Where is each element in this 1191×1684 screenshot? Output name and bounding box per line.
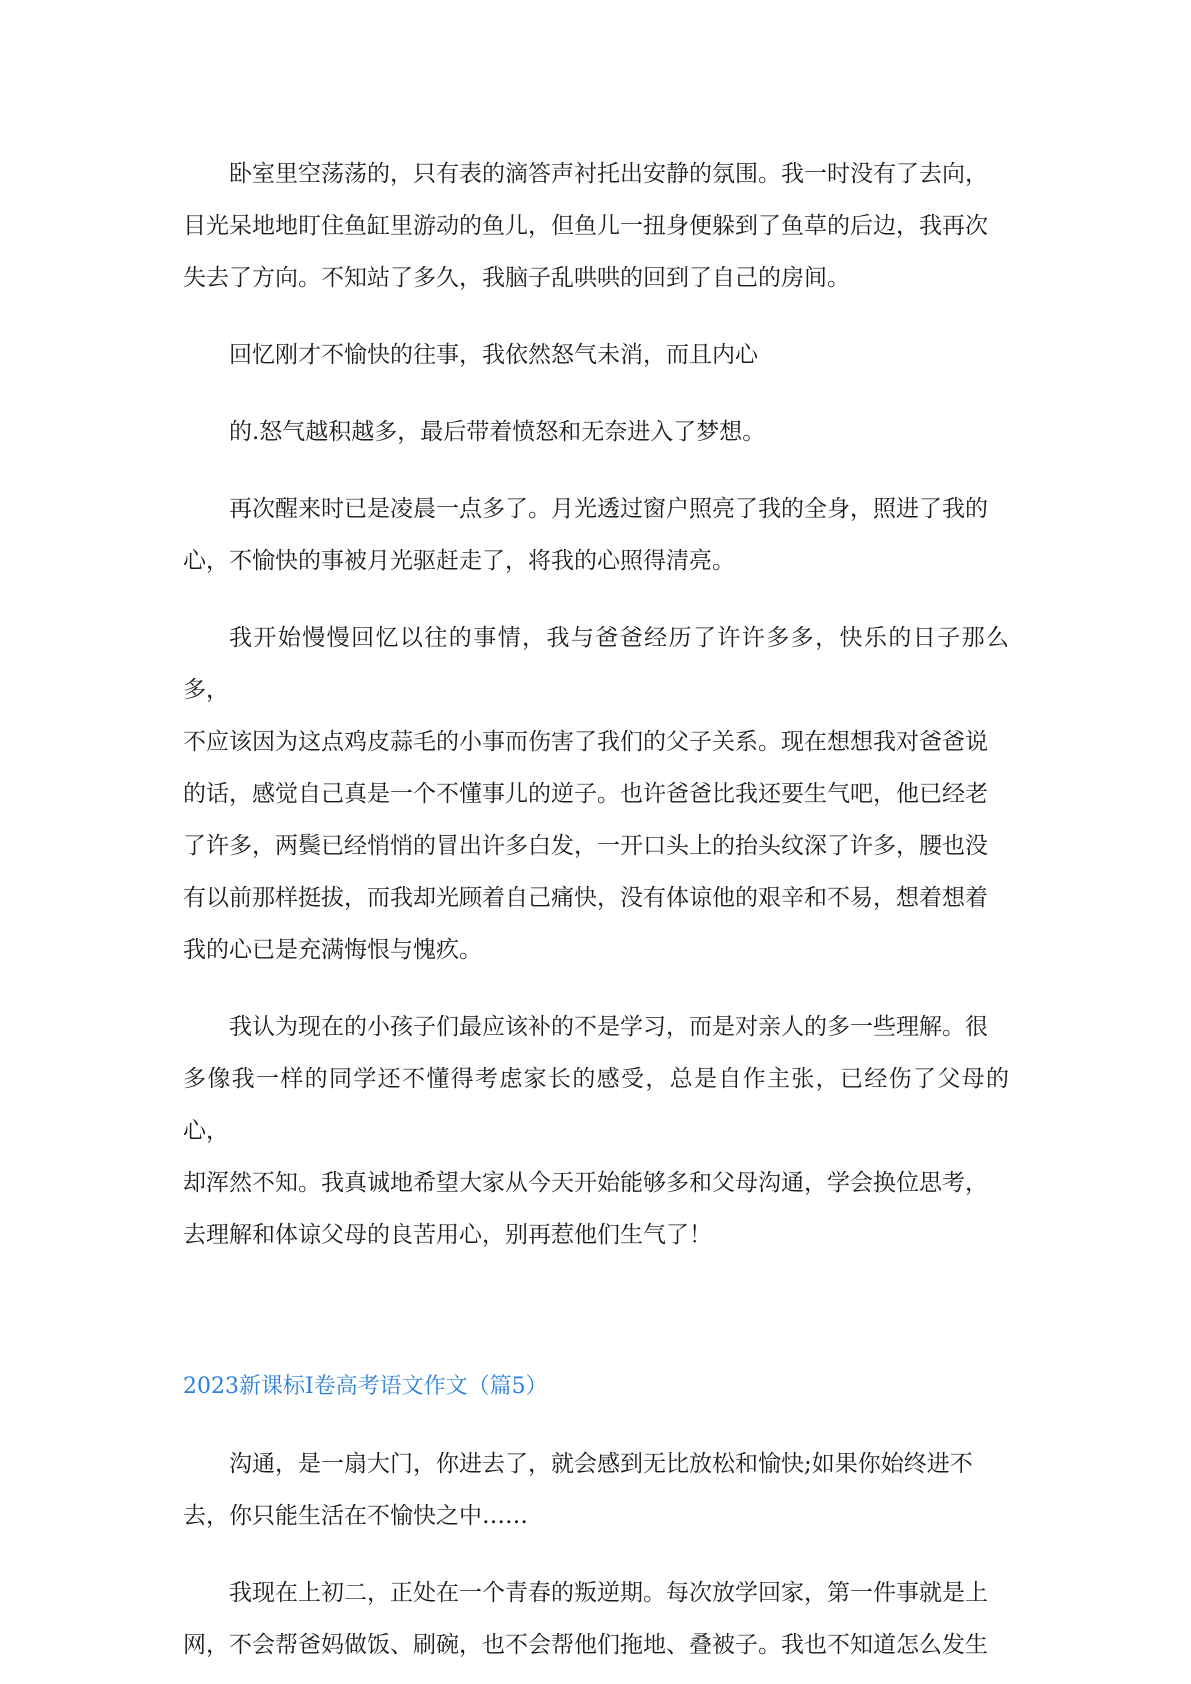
text-line: 的话，感觉自己真是一个不懂事儿的逆子。也许爸爸比我还要生气吧，他已经老: [183, 781, 988, 807]
paragraph: [183, 1001, 1009, 1261]
text-line: 心，不愉快的事被月光驱赶走了，将我的心照得清亮。: [183, 548, 735, 574]
text-line: 沟通，是一扇大门，你进去了，就会感到无比放松和愉快;如果你始终进不: [229, 1451, 973, 1477]
text-line: 我的心已是充满悔恨与愧疚。: [183, 937, 482, 963]
paragraph: [183, 1438, 1009, 1542]
text-line: 网，不会帮爸妈做饭、刷碗，也不会帮他们拖地、叠被子。我也不知道怎么发生: [183, 1632, 988, 1658]
text-line: 的.怒气越积越多，最后带着愤怒和无奈进入了梦想。: [229, 419, 766, 445]
paragraph: [183, 612, 1009, 976]
text-line: 多像我一样的同学还不懂得考虑家长的感受，总是自作主张，已经伤了父母的心，: [183, 1066, 1009, 1144]
paragraph: [183, 406, 1009, 458]
text-line: 我认为现在的小孩子们最应该补的不是学习，而是对亲人的多一些理解。很: [229, 1014, 988, 1040]
text-line: 去，你只能生活在不愉快之中……: [183, 1503, 528, 1529]
text-line: 去理解和体谅父母的良苦用心，别再惹他们生气了！: [183, 1222, 712, 1248]
text-line: 却浑然不知。我真诚地希望大家从今天开始能够多和父母沟通，学会换位思考，: [183, 1170, 988, 1196]
text-line: 我开始慢慢回忆以往的事情，我与爸爸经历了许许多多，快乐的日子那么多，: [183, 625, 1009, 703]
text-line: 回忆刚才不愉快的往事，我依然怒气未消，而且内心: [229, 342, 758, 368]
text-line: 不应该因为这点鸡皮蒜毛的小事而伤害了我们的父子关系。现在想想我对爸爸说: [183, 729, 988, 755]
text-line: 有以前那样挺拔，而我却光顾着自己痛快，没有体谅他的艰辛和不易，想着想着: [183, 885, 988, 911]
document-body: [183, 148, 1009, 1671]
text-line: 目光呆地地盯住鱼缸里游动的鱼儿，但鱼儿一扭身便躲到了鱼草的后边，我再次: [183, 213, 988, 239]
paragraph: [183, 483, 1009, 587]
text-line: 我现在上初二，正处在一个青春的叛逆期。每次放学回家，第一件事就是上: [229, 1580, 988, 1606]
paragraph: [183, 148, 1009, 304]
text-line: 了许多，两鬓已经悄悄的冒出许多白发，一开口头上的抬头纹深了许多，腰也没: [183, 833, 988, 859]
text-line: 失去了方向。不知站了多久，我脑子乱哄哄的回到了自己的房间。: [183, 265, 850, 291]
text-line: 卧室里空荡荡的，只有表的滴答声衬托出安静的氛围。我一时没有了去向，: [229, 161, 988, 187]
section-heading: 2023新课标I卷高考语文作文（篇5）: [183, 1374, 548, 1399]
paragraph: [183, 1567, 1009, 1671]
paragraph: [183, 329, 1009, 381]
text-line: 再次醒来时已是凌晨一点多了。月光透过窗户照亮了我的全身，照进了我的: [229, 496, 988, 522]
